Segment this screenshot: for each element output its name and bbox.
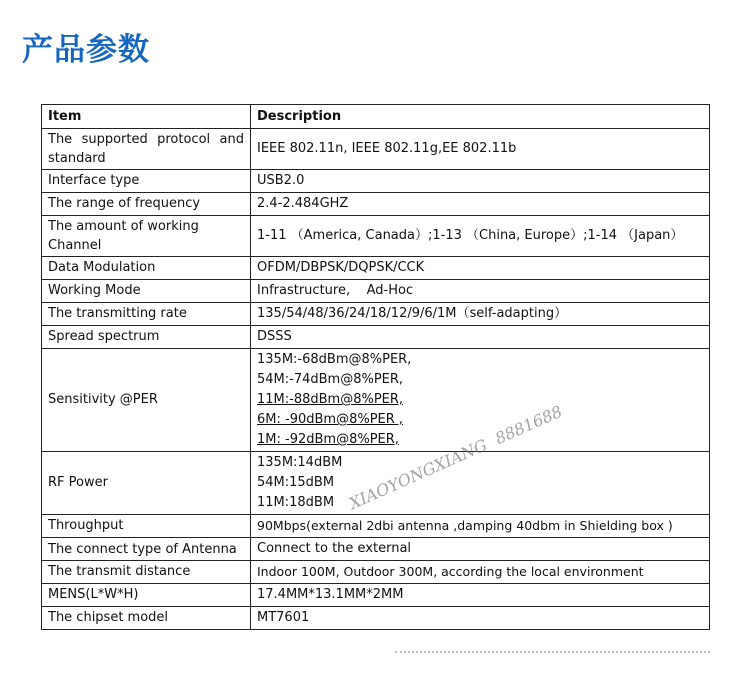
table-row (42, 303, 710, 326)
row-item: Working Mode (42, 280, 251, 303)
desc-line: 90Mbps(external 2dbi antenna ,damping 40dbm in Shielding box ) (257, 518, 673, 533)
table-row (42, 538, 710, 561)
desc-line: 2.4-2.484GHZ (257, 196, 349, 211)
row-description (251, 257, 710, 280)
row-description (251, 193, 710, 216)
row-description (251, 129, 710, 170)
desc-line: DSSS (257, 329, 292, 344)
desc-line: USB2.0 (257, 173, 305, 188)
row-description (251, 303, 710, 326)
row-item: Spread spectrum (42, 326, 251, 349)
desc-line: 54M:15dBM (257, 475, 335, 490)
desc-line: Connect to the external (257, 541, 412, 556)
row-description (251, 607, 710, 630)
row-item: The amount of working Channel (42, 216, 251, 257)
desc-line: 11M:-88dBm@8%PER, (257, 392, 404, 407)
table-header-row (42, 105, 710, 129)
desc-line: 54M:-74dBm@8%PER, (257, 372, 404, 387)
row-item: The transmit distance (42, 561, 251, 584)
desc-line: 1M: -92dBm@8%PER, (257, 432, 399, 447)
table-row (42, 170, 710, 193)
row-description (251, 584, 710, 607)
row-item: Throughput (42, 515, 251, 538)
table-row (42, 257, 710, 280)
row-item: Data Modulation (42, 257, 251, 280)
header-item: Item (42, 105, 251, 129)
row-item: RF Power (42, 452, 251, 515)
desc-line: 135M:-68dBm@8%PER, (257, 352, 412, 367)
row-item: The transmitting rate (42, 303, 251, 326)
watermark-number: 8881688 (492, 401, 566, 449)
watermark-brand: XIAOYONGXIANG (346, 435, 490, 514)
row-item: The connect type of Antenna (42, 538, 251, 561)
row-item: The range of frequency (42, 193, 251, 216)
desc-line: 1-11 （America, Canada）;1-13 （China, Europe）;1-14 （Japan） (257, 228, 684, 243)
bottom-divider (395, 651, 710, 656)
desc-line: IEEE 802.11n, IEEE 802.11g,EE 802.11b (257, 141, 517, 156)
desc-line: 135M:14dBM (257, 455, 343, 470)
table-row (42, 280, 710, 303)
row-item: MENS(L*W*H) (42, 584, 251, 607)
row-item: Interface type (42, 170, 251, 193)
row-description (251, 452, 710, 515)
desc-line: 17.4MM*13.1MM*2MM (257, 587, 404, 602)
row-description (251, 170, 710, 193)
page-title: 产品参数 (22, 32, 150, 68)
product-parameters-table (41, 104, 710, 630)
desc-line: OFDM/DBPSK/DQPSK/CCK (257, 260, 425, 275)
table-row (42, 607, 710, 630)
row-description (251, 326, 710, 349)
table-row (42, 349, 710, 452)
desc-line: 11M:18dBM (257, 495, 335, 510)
desc-line: 6M: -90dBm@8%PER , (257, 412, 404, 427)
row-description (251, 515, 710, 538)
desc-line: MT7601 (257, 610, 310, 625)
desc-line: 135/54/48/36/24/18/12/9/6/1M（self-adapting） (257, 306, 568, 321)
table-row (42, 561, 710, 584)
table-row (42, 129, 710, 170)
row-description (251, 216, 710, 257)
table-row (42, 515, 710, 538)
table-row (42, 326, 710, 349)
row-description (251, 561, 710, 584)
table-row (42, 216, 710, 257)
row-item: The supported protocol and standard (42, 129, 251, 170)
row-item: The chipset model (42, 607, 251, 630)
header-description: Description (251, 105, 710, 129)
row-description (251, 538, 710, 561)
desc-line: Indoor 100M, Outdoor 300M, according the local environment (257, 564, 644, 579)
row-item: Sensitivity @PER (42, 349, 251, 452)
row-description (251, 280, 710, 303)
desc-line: Infrastructure, Ad-Hoc (257, 283, 414, 298)
table-row (42, 193, 710, 216)
table-row (42, 584, 710, 607)
